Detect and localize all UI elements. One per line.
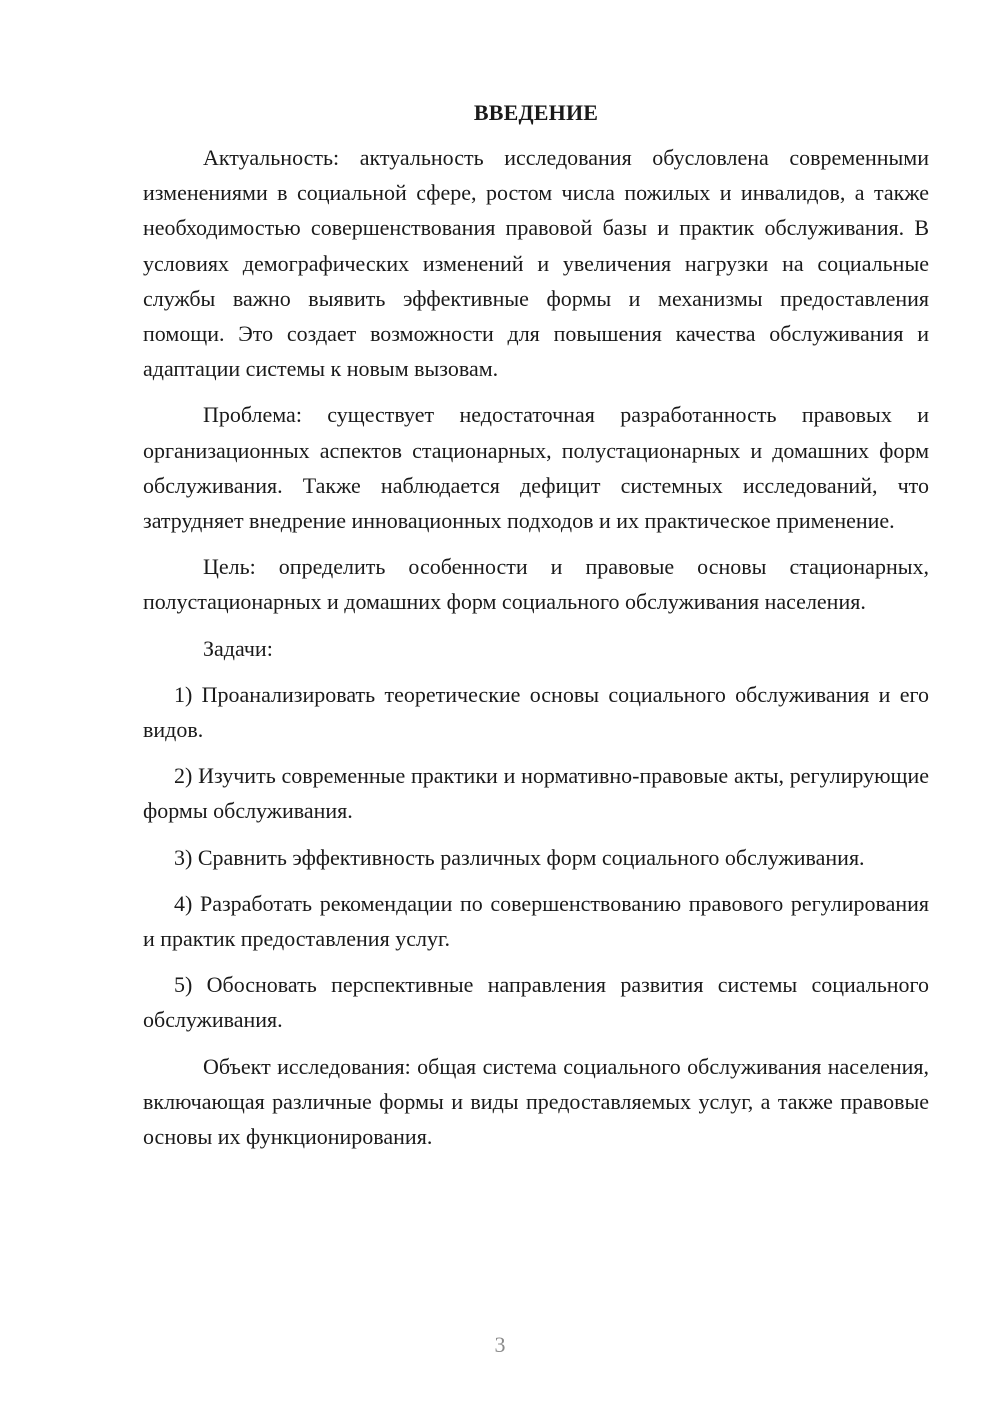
task-item-2: 2) Изучить современные практики и нормативно-правовые акты, регулирующие формы обслуживания. bbox=[143, 763, 929, 824]
task-item-1: 1) Проанализировать теоретические основы социального обслуживания и его видов. bbox=[143, 681, 929, 743]
problem-paragraph: Проблема: существует недостаточная разработанность правовых и организационных аспектов стационарных, полустационарных и домашних форм обслуживания. Также наблюдается дефицит системных исследований, что затрудняет внедрение инновационных подходов и их практическое применение. bbox=[143, 402, 929, 534]
goal-paragraph: Цель: определить особенности и правовые основы стационарных, полустационарных и домашних форм социального обслуживания населения. bbox=[143, 554, 929, 615]
task-item-3: 3) Сравнить эффективность различных форм социального обслуживания. bbox=[174, 844, 865, 870]
page-number: 3 bbox=[494, 1332, 506, 1357]
relevance-paragraph: Актуальность: актуальность исследования обусловлена современными изменениями в социальной сфере, ростом числа пожилых и инвалидов, а также необходимостью совершенствования правовой базы и практик обслуживания. В условиях демографических изменений и увеличения нагрузки на социальные службы важно выявить эффективные формы и механизмы предоставления помощи. Это создает возможности для повышения качества обслуживания и адаптации системы к новым вызовам. bbox=[143, 145, 929, 382]
document-body bbox=[143, 96, 929, 1165]
tasks-label: Задачи: bbox=[203, 635, 273, 661]
task-item-5: 5) Обосновать перспективные направления развития системы социального обслуживания. bbox=[143, 972, 929, 1033]
object-paragraph: Объект исследования: общая система социального обслуживания населения, включающая различные формы и виды предоставляемых услуг, а также правовые основы их функционирования. bbox=[143, 1053, 929, 1150]
task-item-4: 4) Разработать рекомендации по совершенствованию правового регулирования и практик предоставления услуг. bbox=[143, 890, 929, 952]
section-heading: ВВЕДЕНИЕ bbox=[473, 100, 599, 125]
